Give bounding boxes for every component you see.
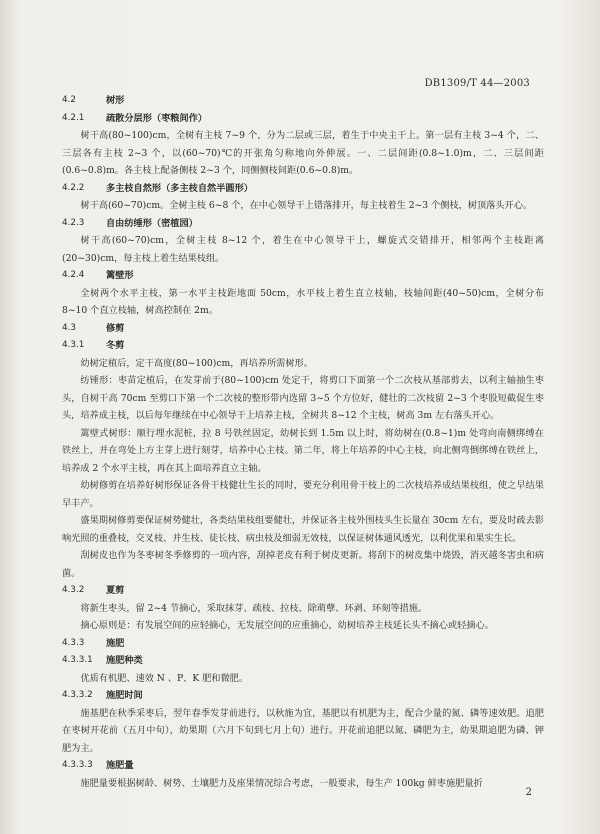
section-number: 4.2.3 <box>62 217 85 228</box>
paragraph: 篱壁式树形：顺行埋水泥桩，拉 8 号铁丝固定，幼树长到 1.5m 以上时，将幼树在(0.8~1)m 处弯向南侧绑缚在铁丝上，并在弯处上方主芽上进行刻芽，培养中心主枝。第二年，将上年培养的中心主枝，向北侧弯倒绑缚在铁丝上，培养成 2 个水平主枝，再在其上面培养直立主轴。 <box>62 427 544 474</box>
section-number: 4.3.3.2 <box>62 690 93 700</box>
section-title: 自由纺缍形（密植园） <box>106 217 198 229</box>
section-number: 4.2 <box>62 95 76 105</box>
section-number: 4.2.4 <box>62 270 85 280</box>
section-heading <box>62 320 544 338</box>
section-title: 多主枝自然形（多主枝自然半圆形） <box>106 182 253 194</box>
paragraph: 纺锤形：枣苗定植后，在发芽前于(80~100)cm 处定干，将剪口下面第一个二次枝从基部剪去，以利主轴抽生枣头，自树干高 70cm 至剪口下第一个二次枝的整形带内选留 3~5 个方位好，健壮的二次枝留 2~3 个枣股短截促生枣头，培养成主枝，以后每年继续在中心领导干上培养主枝，全树共 8~12 个主枝，树高 3m 左右落头开心。 <box>62 375 544 421</box>
section-title: 冬剪 <box>106 340 125 351</box>
paragraph: 幼树修剪在培养好树形保证各骨干枝健壮生长的同时，要充分利用骨干枝上的二次枝培养成结果枝组，使之早结果早丰产。 <box>62 480 544 509</box>
page-number: 2 <box>525 787 532 798</box>
section-heading <box>62 757 544 775</box>
section-number: 4.2.2 <box>62 182 85 193</box>
section-title: 施肥量 <box>106 760 134 771</box>
paragraph: 幼树定植后，定干高度(80~100)cm，再培养所需树形。 <box>80 357 313 369</box>
section-heading <box>62 92 544 110</box>
section-title: 修剪 <box>106 322 125 334</box>
section-number: 4.3.3 <box>62 637 85 648</box>
section-heading <box>62 180 544 198</box>
section-heading <box>62 267 544 285</box>
section-number: 4.3.3.3 <box>62 760 93 770</box>
section-heading <box>62 635 544 653</box>
section-number: 4.3.1 <box>62 340 85 350</box>
section-title: 夏剪 <box>106 585 125 596</box>
section-number: 4.2.1 <box>62 112 85 123</box>
paragraph: 树干高(60~70)cm。全树主枝 6~8 个，在中心领导干上错落排开，每主枝着生 2~3 个侧枝，树顶落头开心。 <box>80 200 533 211</box>
paragraph: 施肥量要根据树龄、树势、土壤肥力及座果情况综合考虑，一般要求，每生产 100kg 鲜枣施肥量折 <box>80 777 483 789</box>
section-number: 4.3.2 <box>62 585 85 595</box>
paragraph: 优质有机肥、速效 N 、P、K 肥和微肥。 <box>80 672 249 684</box>
section-heading <box>62 337 544 355</box>
section-title: 施肥时间 <box>106 690 143 701</box>
section-title: 树形 <box>106 95 125 106</box>
paragraph: 施基肥在秋季采枣后，翌年春季发芽前进行，以秋施为宜，基肥以有机肥为主，配合少量的氮、磷等速效肥。追肥在枣树开花前（五月中旬），幼果期（六月下旬到七月上旬）进行。开花前追肥以氮、磷肥为主，幼果期追肥为磷、钾肥为主。 <box>62 707 544 754</box>
section-heading <box>62 582 544 600</box>
section-heading <box>62 110 544 128</box>
paragraph: 刮树皮也作为冬枣树冬季修剪的一项内容，刮掉老皮有利于树皮更新。将刮下的树皮集中烧毁，消灭越冬害虫和病菌。 <box>62 550 544 579</box>
section-heading <box>62 652 544 670</box>
section-number: 4.3.3.1 <box>62 655 93 665</box>
standard-code: DB1309/T 44—2003 <box>424 78 530 89</box>
section-title: 疏散分层形（枣粮间作） <box>106 112 208 124</box>
section-heading <box>62 687 544 705</box>
paragraph: 将新生枣头，留 2~4 节摘心，采取抹芽、疏枝、拉枝、除萌孽、环剥、环刻等措施。 <box>80 602 428 614</box>
document-body <box>62 92 544 792</box>
section-heading <box>62 215 544 233</box>
paragraph: 树干高(60~70)cm，全树主枝 8~12 个，着生在中心领导干上，螺旋式交错排开，相邻两个主枝距离(20~30)cm，每主枝上着生结果枝组。 <box>62 235 544 264</box>
section-title: 篱壁形 <box>106 270 134 281</box>
paragraph: 全树两个水平主枝，第一水平主枝距地面 50cm，水平枝上着生直立枝轴，枝轴间距(40~50)cm，全树分布 8~10 个直立枝轴，树高控制在 2m。 <box>62 287 544 316</box>
paragraph: 盛果期树修剪要保证树势健壮，各类结果枝组要健壮，并保证各主枝外围枝头生长量在 30cm 左右，要及时疏去影响光照的重叠枝，交叉枝、并生枝、徒长枝、病虫枝及细弱无效枝，以保证树体通风透光，以利优果和果实生长。 <box>62 515 544 544</box>
paragraph: 摘心原则是：有发展空间的应轻摘心，无发展空间的应重摘心，幼树培养主枝延长头不摘心或轻摘心。 <box>80 620 494 631</box>
section-title: 施肥种类 <box>106 655 143 666</box>
section-number: 4.3 <box>62 322 76 333</box>
section-title: 施肥 <box>106 637 125 649</box>
paragraph: 树干高(80~100)cm，全树有主枝 7~9 个，分为二层或三层，着生于中央主干上。第一层有主枝 3~4 个，二、三层各有主枝 2~3 个，以(60~70)℃的开张角匀称地向外伸展。一、二层间距(0.8~1.0)m，二、三层间距(0.6~0.8)m。各主枝上配备侧枝 2~3 个，同侧侧枝间距(0.6~0.8)m。 <box>62 130 544 176</box>
